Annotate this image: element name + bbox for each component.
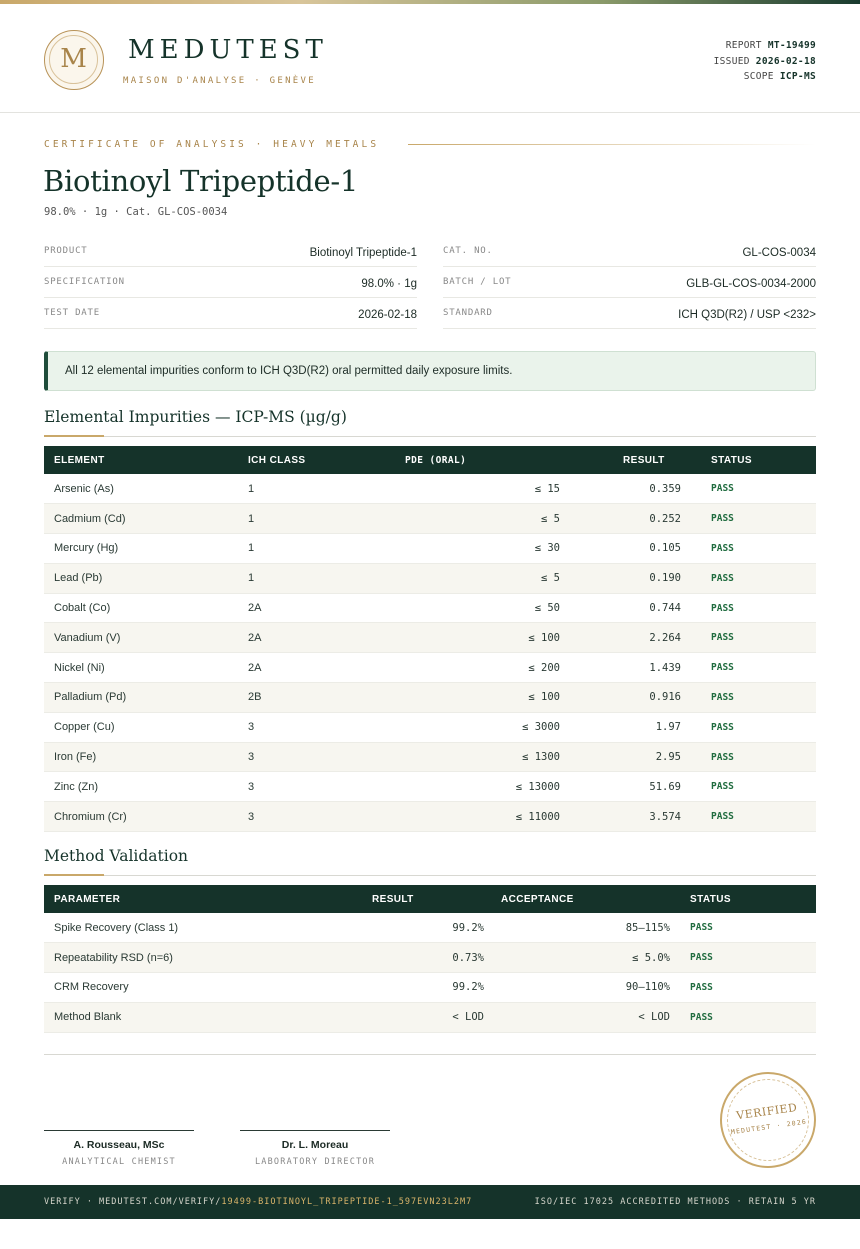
class-cell: 3 <box>238 802 395 832</box>
info-value: ICH Q3D(R2) / USP <232> <box>678 309 816 321</box>
brand-name: MEDUTEST <box>128 35 328 65</box>
column-header: PDE (ORAL) <box>405 454 467 466</box>
status-badge: PASS <box>680 913 816 943</box>
result-cell: 99.2% <box>310 973 494 1003</box>
table-header-row <box>44 885 816 913</box>
stamp-word: VERIFIED <box>735 1100 799 1123</box>
parameter-cell: Spike Recovery (Class 1) <box>44 913 310 943</box>
class-cell: 2B <box>238 683 395 713</box>
element-cell: Zinc (Zn) <box>44 772 238 802</box>
eyebrow-row <box>44 139 816 151</box>
info-value: GL-COS-0034 <box>742 247 816 259</box>
section-divider <box>44 875 816 876</box>
column-header: STATUS <box>711 454 752 466</box>
info-value: GLB-GL-COS-0034-2000 <box>686 278 816 290</box>
signatory-name: Dr. L. Moreau <box>281 1139 349 1151</box>
status-badge: PASS <box>691 563 816 593</box>
status-badge: PASS <box>691 712 816 742</box>
status-badge: PASS <box>691 534 816 564</box>
signature-divider <box>44 1054 816 1055</box>
element-cell: Vanadium (V) <box>44 623 238 653</box>
pde-cell: ≤ 5 <box>395 563 570 593</box>
verified-stamp <box>714 1066 822 1174</box>
info-label: SPECIFICATION <box>44 277 125 287</box>
table-row <box>44 913 816 943</box>
table-row <box>44 653 816 683</box>
class-cell: 1 <box>238 534 395 564</box>
pde-cell: ≤ 100 <box>395 683 570 713</box>
info-row-specification <box>44 267 417 298</box>
report-number-line <box>714 38 816 54</box>
status-badge: PASS <box>691 653 816 683</box>
scope-label: SCOPE <box>743 71 774 82</box>
element-cell: Copper (Cu) <box>44 712 238 742</box>
class-cell: 1 <box>238 474 395 504</box>
result-cell: 0.190 <box>570 563 691 593</box>
status-badge: PASS <box>691 474 816 504</box>
info-grid-right <box>443 236 816 329</box>
table-row <box>44 943 816 973</box>
info-grid-left <box>44 236 417 329</box>
status-badge: PASS <box>691 742 816 772</box>
pde-cell: ≤ 200 <box>395 653 570 683</box>
info-value: 98.0% · 1g <box>361 278 417 290</box>
table-row <box>44 712 816 742</box>
info-row-test-date <box>44 298 417 329</box>
pde-cell: ≤ 1300 <box>395 742 570 772</box>
element-cell: Cadmium (Cd) <box>44 504 238 534</box>
brand-tagline: MAISON D'ANALYSE · GENÈVE <box>123 76 316 86</box>
info-label: STANDARD <box>443 308 493 318</box>
status-badge: PASS <box>680 1002 816 1032</box>
result-cell: 99.2% <box>310 913 494 943</box>
status-badge: PASS <box>691 802 816 832</box>
signature-analytical-chemist <box>44 1130 194 1167</box>
pde-cell: ≤ 15 <box>395 474 570 504</box>
result-cell: 0.73% <box>310 943 494 973</box>
signatory-role: ANALYTICAL CHEMIST <box>62 1157 176 1167</box>
element-cell: Lead (Pb) <box>44 563 238 593</box>
result-cell: 0.359 <box>570 474 691 504</box>
info-label: PRODUCT <box>44 246 88 256</box>
acceptance-cell: ≤ 5.0% <box>494 943 680 973</box>
column-header: ELEMENT <box>54 454 105 466</box>
section-divider <box>44 436 816 437</box>
table-row <box>44 802 816 832</box>
status-badge: PASS <box>691 504 816 534</box>
document-header <box>0 4 860 113</box>
section-accent <box>44 435 104 437</box>
column-header: RESULT <box>623 454 665 466</box>
column-header: PARAMETER <box>54 893 121 905</box>
element-cell: Nickel (Ni) <box>44 653 238 683</box>
pde-cell: ≤ 100 <box>395 623 570 653</box>
pde-cell: ≤ 3000 <box>395 712 570 742</box>
result-cell: 1.97 <box>570 712 691 742</box>
info-row-standard <box>443 298 816 329</box>
result-cell: 2.95 <box>570 742 691 772</box>
element-cell: Palladium (Pd) <box>44 683 238 713</box>
class-cell: 2A <box>238 623 395 653</box>
table-row <box>44 474 816 504</box>
issued-date: 2026-02-18 <box>755 55 816 67</box>
pde-cell: ≤ 5 <box>395 504 570 534</box>
table-row <box>44 593 816 623</box>
issued-label: ISSUED <box>713 55 750 67</box>
table-row <box>44 623 816 653</box>
class-cell: 1 <box>238 504 395 534</box>
logo-letter: M <box>60 44 87 74</box>
table-row <box>44 504 816 534</box>
info-label: TEST DATE <box>44 308 100 318</box>
element-cell: Mercury (Hg) <box>44 534 238 564</box>
impurities-section-title: Elemental Impurities — ICP-MS (µg/g) <box>44 408 347 426</box>
table-row <box>44 1002 816 1032</box>
verify-prefix: VERIFY · MEDUTEST.COM/VERIFY/ <box>44 1197 222 1207</box>
table-row <box>44 772 816 802</box>
parameter-cell: Repeatability RSD (n=6) <box>44 943 310 973</box>
product-subtitle: 98.0% · 1g · Cat. GL-COS-0034 <box>44 206 228 218</box>
info-row-product <box>44 236 417 267</box>
result-cell: 0.744 <box>570 593 691 623</box>
table-row <box>44 563 816 593</box>
class-cell: 2A <box>238 593 395 623</box>
verify-line <box>44 1197 472 1207</box>
table-row <box>44 973 816 1003</box>
table-row <box>44 742 816 772</box>
logo-emblem <box>44 30 104 90</box>
issued-date-line <box>714 54 816 70</box>
info-row-batch-lot <box>443 267 816 298</box>
validation-table <box>44 885 816 1033</box>
class-cell: 3 <box>238 712 395 742</box>
info-value: Biotinoyl Tripeptide-1 <box>309 247 417 259</box>
acceptance-cell: < LOD <box>494 1002 680 1032</box>
info-value: 2026-02-18 <box>358 309 417 321</box>
conformance-notice-text: All 12 elemental impurities conform to ICH Q3D(R2) oral permitted daily exposure limits. <box>65 365 513 377</box>
acceptance-cell: 90–110% <box>494 973 680 1003</box>
status-badge: PASS <box>680 943 816 973</box>
pde-cell: ≤ 30 <box>395 534 570 564</box>
column-header: ACCEPTANCE <box>501 893 574 905</box>
info-row-catalog-number <box>443 236 816 267</box>
document-footer <box>0 1185 860 1219</box>
report-number: MT-19499 <box>767 40 816 51</box>
scope-line <box>714 69 816 85</box>
signatory-name: A. Rousseau, MSc <box>73 1139 165 1151</box>
eyebrow-divider <box>408 144 816 145</box>
class-cell: 3 <box>238 772 395 802</box>
class-cell: 2A <box>238 653 395 683</box>
stamp-subtext: MEDUTEST · 2026 <box>730 1117 808 1137</box>
column-header: ICH CLASS <box>248 454 306 466</box>
info-label: CAT. NO. <box>443 246 493 256</box>
element-cell: Chromium (Cr) <box>44 802 238 832</box>
result-cell: 51.69 <box>570 772 691 802</box>
verify-code-link[interactable]: 19499-BIOTINOYL_TRIPEPTIDE-1_597EVN23L2M7 <box>221 1197 473 1207</box>
info-label: BATCH / LOT <box>443 277 512 287</box>
report-meta <box>714 38 816 85</box>
signatory-role: LABORATORY DIRECTOR <box>254 1157 376 1167</box>
class-cell: 3 <box>238 742 395 772</box>
column-header: RESULT <box>372 893 414 905</box>
class-cell: 1 <box>238 563 395 593</box>
status-badge: PASS <box>691 623 816 653</box>
scope-value: ICP-MS <box>779 71 816 82</box>
impurities-table <box>44 446 816 832</box>
result-cell: 0.105 <box>570 534 691 564</box>
status-badge: PASS <box>680 973 816 1003</box>
table-row <box>44 534 816 564</box>
section-accent <box>44 874 104 876</box>
pde-cell: ≤ 50 <box>395 593 570 623</box>
element-cell: Cobalt (Co) <box>44 593 238 623</box>
acceptance-cell: 85–115% <box>494 913 680 943</box>
result-cell: 2.264 <box>570 623 691 653</box>
pde-cell: ≤ 13000 <box>395 772 570 802</box>
document-eyebrow: CERTIFICATE OF ANALYSIS · HEAVY METALS <box>44 139 380 150</box>
table-header-row <box>44 446 816 474</box>
accreditation-note: ISO/IEC 17025 ACCREDITED METHODS · RETAIN 5 YR <box>534 1197 816 1207</box>
table-row <box>44 683 816 713</box>
validation-section-title: Method Validation <box>44 847 189 865</box>
status-badge: PASS <box>691 683 816 713</box>
signature-laboratory-director <box>240 1130 390 1167</box>
parameter-cell: CRM Recovery <box>44 973 310 1003</box>
result-cell: < LOD <box>310 1002 494 1032</box>
report-label: REPORT <box>725 40 762 51</box>
product-title: Biotinoyl Tripeptide-1 <box>43 164 359 198</box>
conformance-notice <box>44 351 816 391</box>
result-cell: 3.574 <box>570 802 691 832</box>
result-cell: 1.439 <box>570 653 691 683</box>
status-badge: PASS <box>691 772 816 802</box>
status-badge: PASS <box>691 593 816 623</box>
pde-cell: ≤ 11000 <box>395 802 570 832</box>
parameter-cell: Method Blank <box>44 1002 310 1032</box>
result-cell: 0.916 <box>570 683 691 713</box>
element-cell: Arsenic (As) <box>44 474 238 504</box>
result-cell: 0.252 <box>570 504 691 534</box>
element-cell: Iron (Fe) <box>44 742 238 772</box>
column-header: STATUS <box>690 893 731 905</box>
